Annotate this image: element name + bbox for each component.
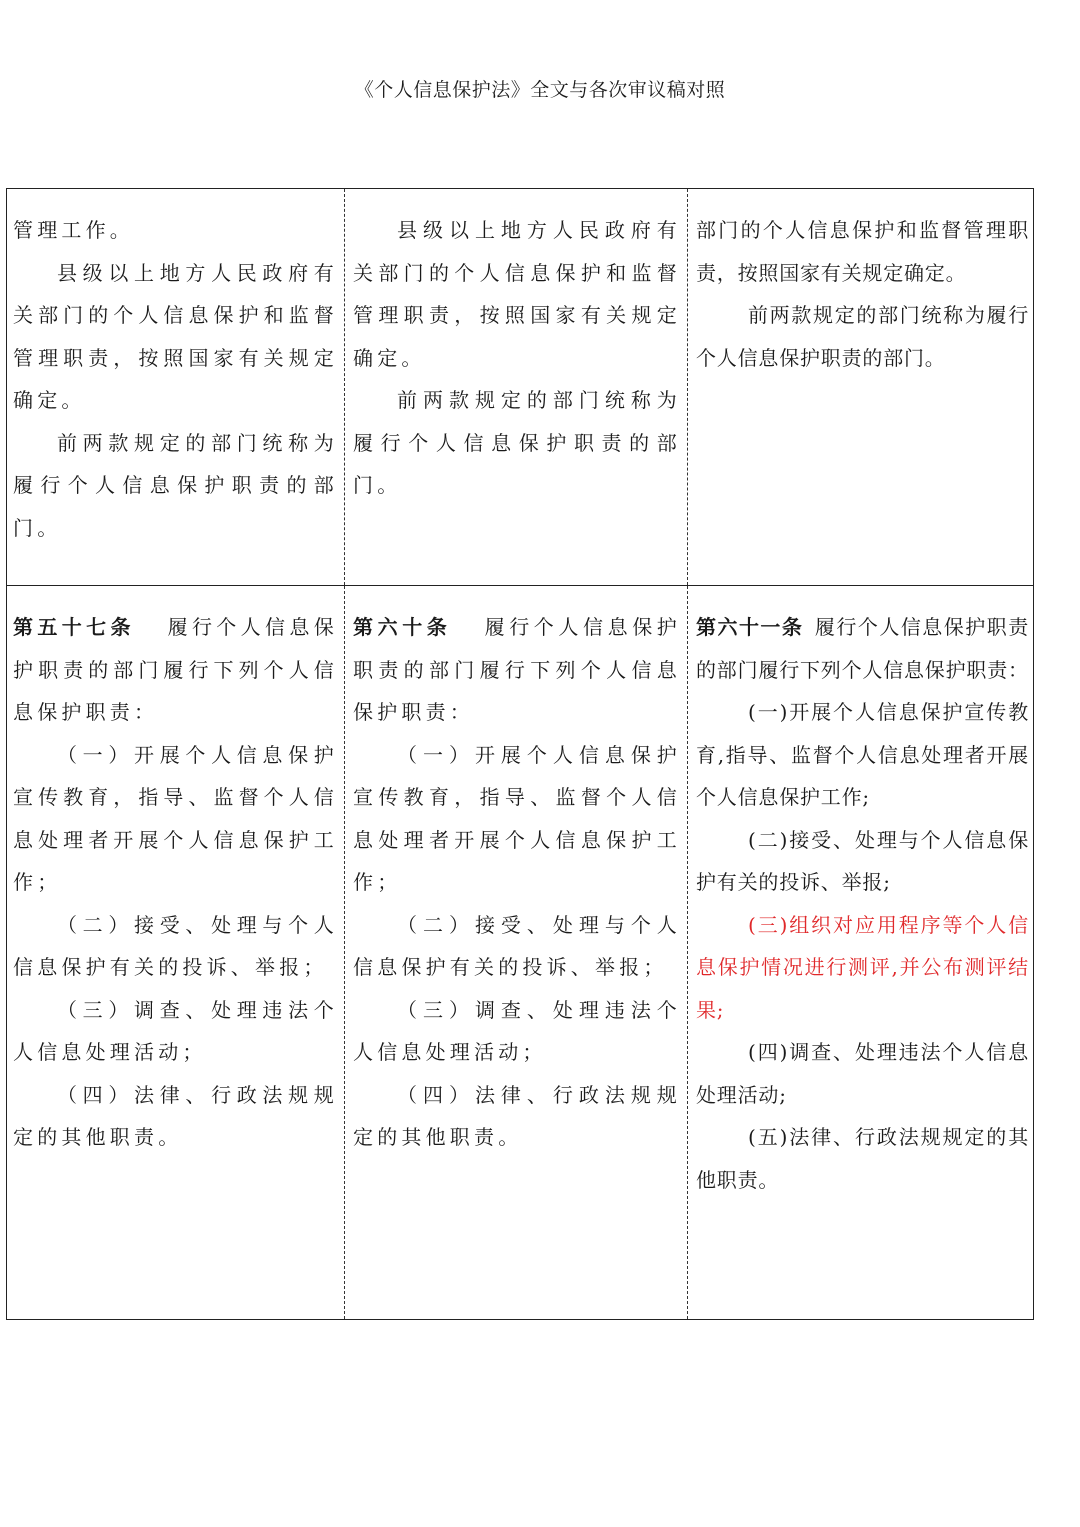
table-cell-draft-1 (7, 586, 345, 1319)
table-cell-final-text (688, 189, 1033, 585)
list-item-new-clause (696, 904, 1029, 1032)
list-item: （一）开展个人信息保护宣传教育，指导、监督个人信息处理者开展个人信息保护工作； (13, 742, 338, 894)
list-item: （三）调查、处理违法个人信息处理活动； (13, 997, 338, 1064)
article-intro (696, 606, 1029, 691)
list-item: （四）法律、行政法规规定的其他职责。 (13, 1082, 338, 1149)
table-cell-draft-2 (345, 189, 688, 585)
paragraph: 前两款规定的部门统称为履行个人信息保护职责的部门。 (353, 388, 681, 497)
list-item: （一）开展个人信息保护宣传教育，指导、监督个人信息处理者开展个人信息保护工作； (353, 742, 681, 894)
list-item: （二）接受、处理与个人信息保护有关的投诉、举报； (13, 912, 338, 979)
paragraph: 部门的个人信息保护和监督管理职责，按照国家有关规定确定。 (696, 218, 1029, 285)
paragraph: 管理工作。 (13, 218, 134, 242)
article-text: 履行个人信息保护职责的部门履行下列个人信息保护职责： (13, 615, 338, 724)
paragraph: 县级以上地方人民政府有关部门的个人信息保护和监督管理职责，按照国家有关规定确定。 (13, 260, 338, 412)
paragraph: 县级以上地方人民政府有关部门的个人信息保护和监督管理职责，按照国家有关规定确定。 (353, 218, 681, 370)
table-cell-draft-1 (7, 189, 345, 585)
list-item: (四)调查、处理违法个人信息处理活动; (696, 1040, 1029, 1107)
clause-number: (三) (748, 912, 789, 937)
article-text: 履行个人信息保护职责的部门履行下列个人信息保护职责： (353, 615, 681, 724)
paragraph: 前两款规定的部门统称为履行个人信息保护职责的部门。 (696, 303, 1029, 370)
table-row (7, 189, 1033, 586)
spacer (135, 615, 168, 639)
table-cell-draft-2 (345, 586, 688, 1319)
table-row (7, 586, 1033, 1319)
list-item: （三）调查、处理违法个人信息处理活动； (353, 997, 681, 1064)
article-intro (13, 606, 338, 734)
article-text: 履行个人信息保护职责的部门履行下列个人信息保护职责： (696, 615, 1030, 682)
page-title: 《个人信息保护法》全文与各次审议稿对照 (354, 79, 726, 101)
spacer (803, 615, 814, 639)
comparison-table (6, 188, 1034, 1320)
list-item: (五)法律、行政法规规定的其他职责。 (696, 1125, 1029, 1192)
article-number: 第五十七条 (13, 615, 135, 639)
article-number: 第六十一条 (696, 615, 804, 639)
article-intro (353, 606, 681, 734)
paragraph: 前两款规定的部门统称为履行个人信息保护职责的部门。 (13, 430, 338, 540)
list-item: (一)开展个人信息保护宣传教育,指导、监督个人信息处理者开展个人信息保护工作; (696, 700, 1029, 809)
list-item: （四）法律、行政法规规定的其他职责。 (353, 1082, 681, 1149)
article-number: 第六十条 (353, 615, 452, 639)
added-text-highlight: 组织对应用程序等个人信息保护情况进行测评,并公布测评结果; (696, 912, 1029, 1022)
table-cell-final-text (688, 586, 1033, 1319)
list-item: （二）接受、处理与个人信息保护有关的投诉、举报； (353, 912, 681, 979)
list-item: (二)接受、处理与个人信息保护有关的投诉、举报; (696, 827, 1029, 894)
spacer (451, 615, 484, 639)
